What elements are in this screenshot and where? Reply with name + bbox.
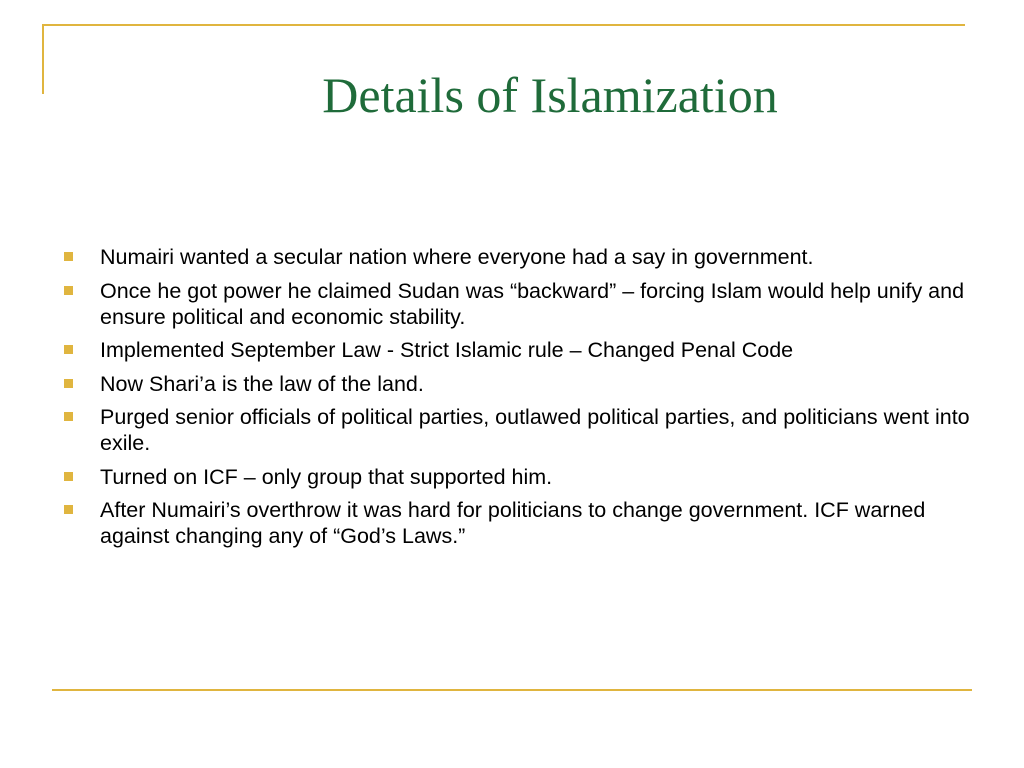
square-bullet-icon [64, 286, 73, 295]
bullet-text: Numairi wanted a secular nation where everyone had a say in government. [100, 245, 814, 269]
square-bullet-icon [64, 379, 73, 388]
bullet-text: Once he got power he claimed Sudan was “backward” – forcing Islam would help unify and ensure political and economic stability. [100, 278, 965, 329]
bullet-item [62, 404, 972, 456]
bullet-item [62, 371, 972, 397]
bullet-text: Now Shari’a is the law of the land. [100, 371, 424, 396]
bullet-text: After Numairi’s overthrow it was hard for politicians to change government. ICF warned against changing any of “God’s Laws.” [100, 498, 926, 548]
square-bullet-icon [64, 412, 73, 421]
frame-bottom-line [52, 689, 972, 691]
square-bullet-icon [64, 252, 73, 261]
frame-left-line [42, 24, 44, 94]
square-bullet-icon [64, 345, 73, 354]
bullet-text: Implemented September Law - Strict Islamic rule – Changed Penal Code [100, 338, 794, 362]
bullet-text: Purged senior officials of political parties, outlawed political parties, and politicians went into exile. [100, 405, 970, 455]
bullet-item [62, 464, 972, 490]
slide-title: Details of Islamization [322, 67, 778, 123]
bullet-item [62, 337, 972, 363]
bullet-item [62, 278, 972, 330]
bullet-text: Turned on ICF – only group that supported him. [100, 464, 553, 489]
bullet-item [62, 244, 972, 270]
square-bullet-icon [64, 472, 73, 481]
bullet-item [62, 497, 972, 549]
square-bullet-icon [64, 505, 73, 514]
frame-top-line [42, 24, 965, 26]
bullet-list [62, 244, 972, 557]
